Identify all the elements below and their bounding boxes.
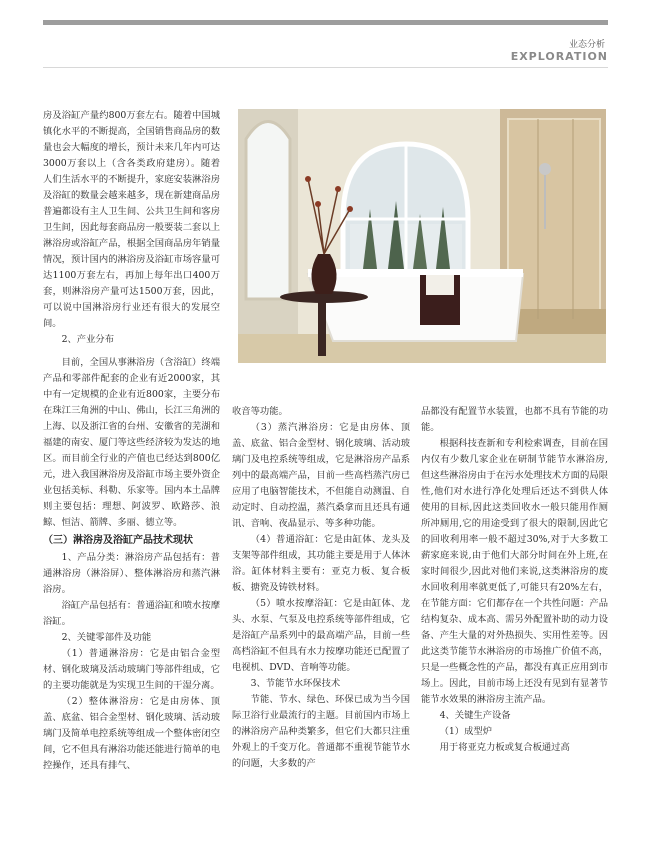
subheading: （1）成型炉 bbox=[439, 726, 492, 737]
bathroom-photo bbox=[238, 109, 606, 363]
header-bar bbox=[43, 20, 608, 25]
paragraph: 浴缸产品包括有：普通浴缸和喷水按摩浴缸。 bbox=[43, 600, 220, 627]
column-1-top bbox=[43, 108, 220, 348]
paragraph: （2）整体淋浴房：它是由房体、顶盖、底盆、铝合金型材、钢化玻璃、活动玻璃门及简单电控系统等组成一个整体密闭空间，它不但具有淋浴功能还能进行简单的电控操作，还具有排气、 bbox=[43, 696, 220, 771]
subheading: 4、关键生产设备 bbox=[439, 710, 511, 721]
header-divider bbox=[43, 67, 608, 68]
paragraph: （3）蒸汽淋浴房：它是由房体、顶盖、底盆、铝合金型材、钢化玻璃、活动玻璃门及电控系统等组成，它是淋浴房产品系列中的最高端产品，目前一些高档蒸汽房已应用了电脑智能技术，不但能自动测温、自动定时、自动控温，蒸汽桑拿而且还具有通讯、音响、夜晶显示、等多种功能。 bbox=[232, 422, 410, 529]
paragraph: 目前，全国从事淋浴房（含浴缸）终端产品和零部件配套的企业有近2000家，其中有一定规模的企业有近800家，主要分布在珠江三角洲的中山、佛山，长江三角洲的上海、以及浙江省的台州、安徽省的芜湖和福建的南安、厦门等这些经济较为发达的地区。而目前全行业的产值也已经达到800亿元，进入我国淋浴房及浴缸市场主要外资企业包括美标、科勒、乐家等。国内本土品牌则主要包括：理想、阿波罗、欧路莎、浪鲸、恒洁、箭牌、多丽、德立等。 bbox=[43, 357, 220, 528]
paragraph: 用于将亚克力板或复合板通过高 bbox=[439, 742, 570, 753]
paragraph: 1、产品分类：淋浴房产品包括有：普通淋浴房（淋浴屏）、整体淋浴房和蒸汽淋浴房。 bbox=[43, 552, 220, 595]
section-title-cn: 业态分析 bbox=[568, 40, 605, 50]
subheading: 3、节能节水环保技术 bbox=[250, 678, 341, 689]
section-heading: （三）淋浴房及浴缸产品技术现状 bbox=[43, 535, 193, 546]
bathroom-illustration bbox=[238, 109, 606, 363]
paragraph: 根据科技查新和专利检索调查，目前在国内仅有少数几家企业在研制节能节水淋浴房,但这些淋浴房由于在污水处理技术方面的局限性,他们对水进行净化处理后还达不到供人体使用的目标,因此这类回收水一般只能用作厕所冲厕用,它的用途受到了很大的限制,因此它的回收利用率一般不超过30%,对于大多数工薪家庭来说,由于他们大部分时间在外上班,在家时间很少,因此对他们来说,这类淋浴房的废水回收利用率就更低了,可能只有20%左右，在节能方面：它们都存在一个共性问题：产品结构复杂、成本高、需另外配置补助的动力设备、产生大量的对外热损失、实用性差等。因此这类节能节水淋浴房的市场推广价值不高，只是一些概念性的产品，都没有真正应用到市场上。因此，目前市场上还没有见到有显著节能节水效果的淋浴房主流产品。 bbox=[421, 438, 608, 705]
paragraph: （4）普通浴缸：它是由缸体、龙头及支架等部件组成，其功能主要是用于人体沐浴。缸体材料主要有：亚克力板、复合板板、搪瓷及铸铁材料。 bbox=[232, 534, 410, 593]
column-1-bottom bbox=[43, 355, 220, 774]
paragraph: 节能、节水、绿色、环保已成为当今国际卫浴行业最流行的主题。目前国内市场上的淋浴房产品种类繁多，但它们大都只注重外观上的千变万化。普通都不重视节能节水的问题，大多数的产 bbox=[232, 694, 410, 769]
column-3 bbox=[421, 404, 608, 756]
paragraph: 收音等功能。 bbox=[232, 406, 288, 417]
paragraph: （1）普通淋浴房：它是由铝合金型材、钢化玻璃及活动玻璃门等部件组成，它的主要功能就是为实现卫生间的干湿分离。 bbox=[43, 648, 220, 691]
paragraph: 房及浴缸产量约800万套左右。随着中国城镇化水平的不断提高，全国销售商品房的数量也会大幅度的增长，预计未来几年内可达3000万套以上（含各类政府建房）。随着人们生活水平的不断提升，家庭安装淋浴房及浴缸的数量会越来越多，现在新建商品房普遍都设有主人卫生间、公共卫生间和客房卫生间，因此每套商品房一般要装二套以上淋浴房或浴缸产品，根据全国商品房年销量情况，预计国内的淋浴房及浴缸市场容量可达1100万套左右，再加上每年出口400万套，则淋浴房产量可达1500万套，因此，可以说中国淋浴房行业还有很大的发展空间。 bbox=[43, 110, 220, 329]
column-2 bbox=[232, 404, 410, 772]
subheading: 2、产业分布 bbox=[61, 334, 114, 345]
paragraph: （5）喷水按摩浴缸：它是由缸体、龙头、水泵、气泵及电控系统等部件组成，它是浴缸产品系列中的最高端产品，目前一些高档浴缸不但具有水力按摩功能还已配置了电视机、DVD、音响等功能。 bbox=[232, 598, 410, 673]
paragraph: 品都没有配置节水装置，也都不具有节能的功能。 bbox=[421, 406, 608, 433]
subheading: 2、关键零部件及功能 bbox=[61, 632, 152, 643]
section-title-en: EXPLORATION bbox=[510, 50, 608, 63]
